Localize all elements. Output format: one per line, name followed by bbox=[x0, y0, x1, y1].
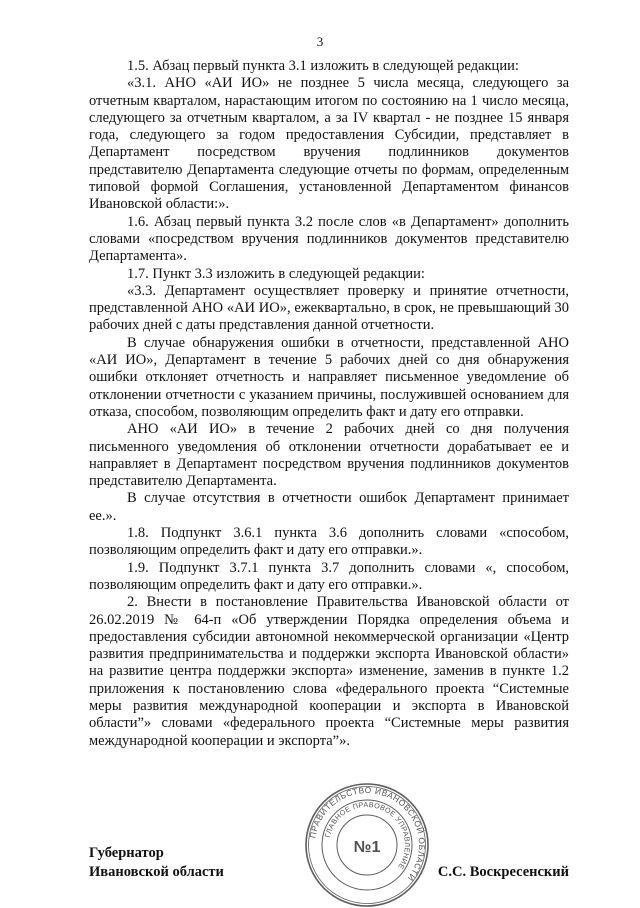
paragraph-1-6: 1.6. Абзац первый пункта 3.2 после слов «в Департамент» дополнить словами «посредством вручения подлинников документов представителю Департамента». bbox=[89, 213, 569, 265]
paragraph-1-8: 1.8. Подпункт 3.6.1 пункта 3.6 дополнить словами «способом, позволяющим определить факт и дату его отправки.». bbox=[89, 525, 569, 559]
paragraph-3-3: «3.3. Департамент осуществляет проверку и принятие отчетности, представленной АНО «АИ ИО», ежеквартально, в срок, не превышающий 30 рабочих дней с даты представления данной отчетности. bbox=[89, 282, 569, 334]
signatory-title-line-1: Губернатор bbox=[89, 845, 164, 861]
page-number: 3 bbox=[316, 34, 324, 49]
signature-block bbox=[89, 844, 569, 884]
stamp-inner-text: ГЛАВНОЕ ПРАВОВОЕ УПРАВЛЕНИЕ bbox=[322, 799, 413, 872]
paragraph-revision: АНО «АИ ИО» в течение 2 рабочих дней со дня получения письменного уведомления об отклонении отчетности дорабатывает ее и направляет в Департамент посредством вручения подлинников документов представителю Департамента. bbox=[89, 421, 569, 490]
paragraph-error-case: В случае обнаружения ошибки в отчетности, представленной АНО «АИ ИО», Департамент в течение 5 рабочих дней со дня обнаружения ошибки отклоняет отчетность и направляет письменное уведомление об отклонении отчетности с указанием причины, послужившей основанием для отказа, способом, позволяющим определить факт и дату его отправки. bbox=[89, 334, 569, 420]
document-body bbox=[89, 58, 569, 750]
paragraph-1-7: 1.7. Пункт 3.3 изложить в следующей редакции: bbox=[127, 265, 425, 282]
stamp-outer-text: ПРАВИТЕЛЬСТВО ИВАНОВСКОЙ ОБЛАСТИ bbox=[307, 784, 428, 884]
paragraph-2: 2. Внести в постановление Правительства Ивановской области от 26.02.2019 № 64-п «Об утверждении Порядка определения объема и предоставления субсидии автономной некоммерческой организации «Центр развития предпринимательства и поддержки экспорта Ивановской области» на развитие центра поддержки экспорта» изменение, заменив в пункте 1.2 приложения к постановлению слова «федерального проекта “Системные меры развития международной кооперации и экспорта в Ивановской области”» словами «федерального проекта “Системные меры развития международной кооперации и экспорта”». bbox=[89, 594, 569, 749]
signatory-title-line-2: Ивановской области bbox=[89, 864, 224, 880]
signatory-title bbox=[89, 844, 224, 882]
stamp-number: №1 bbox=[353, 839, 381, 856]
paragraph-1-5: 1.5. Абзац первый пункта 3.1 изложить в следующей редакции: bbox=[127, 58, 519, 74]
paragraph-no-errors: В случае отсутствия в отчетности ошибок Департамент принимает ее.». bbox=[89, 490, 569, 524]
paragraph-1-9: 1.9. Подпункт 3.7.1 пункта 3.7 дополнить словами «, способом, позволяющим определить факт и дату его отправки.». bbox=[89, 559, 569, 593]
paragraph-3-1: «3.1. АНО «АИ ИО» не позднее 5 числа месяца, следующего за отчетным кварталом, нарастающим итогом по состоянию на 1 число месяца, следующего за отчетным кварталом, а за IV квартал - не позднее 15 января года, следующего за годом предоставления Субсидии, представляет в Департамент посредством вручения подлинников документов представителю Департамента следующие отчеты по формам, определенным типовой формой Соглашения, установленной Департаментом финансов Ивановской области:». bbox=[89, 75, 569, 213]
signatory-name: С.С. Воскресенский bbox=[437, 864, 569, 880]
